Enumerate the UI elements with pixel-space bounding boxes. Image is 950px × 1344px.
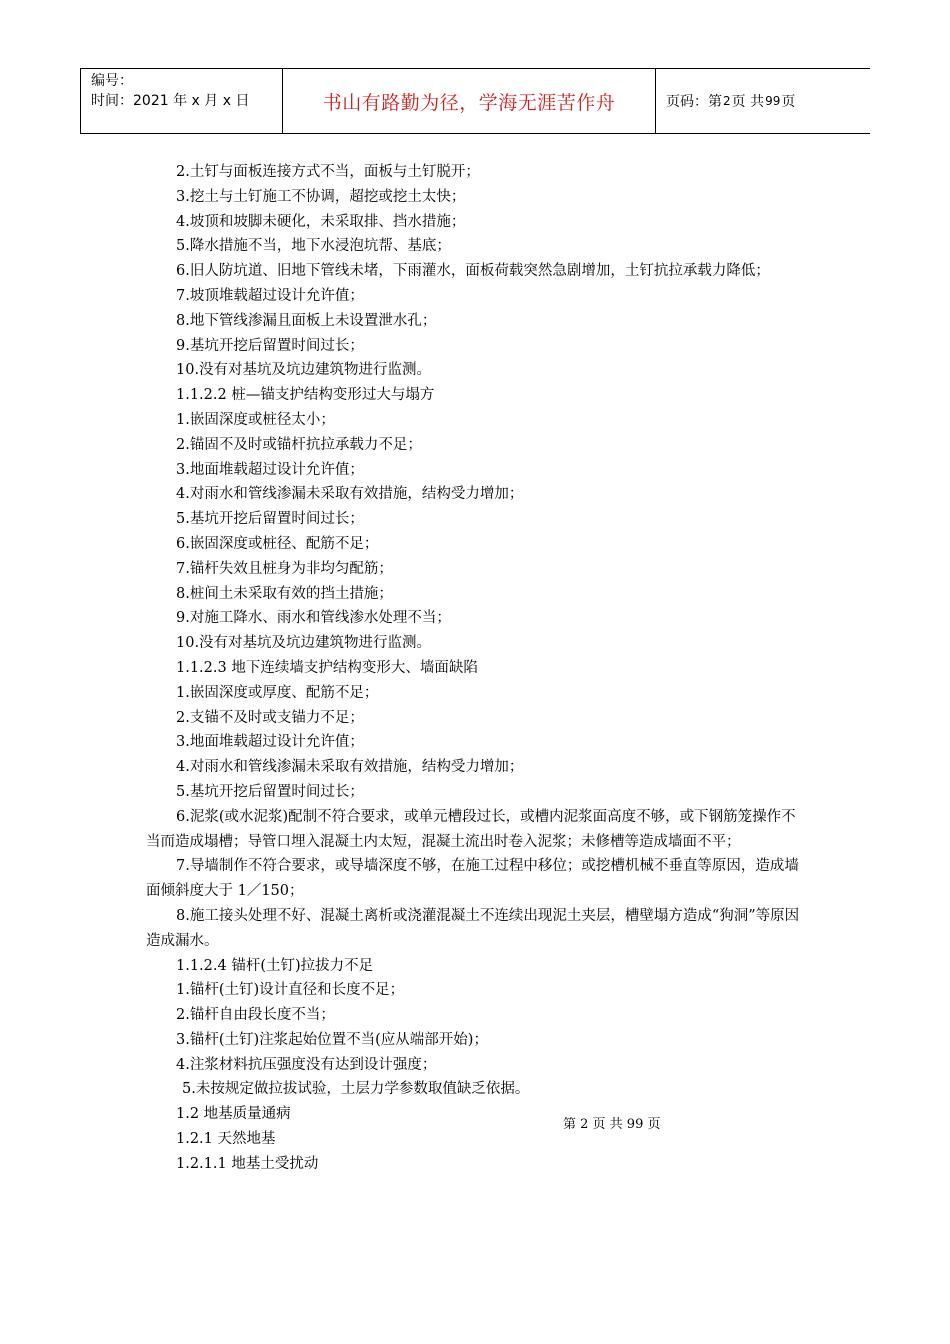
body-line: 9.对施工降水、雨水和管线渗水处理不当； [176, 610, 451, 627]
page-footer: 第 2 页 共 99 页 [563, 1117, 661, 1132]
section-heading: 1.2.1 天然地基 [176, 1131, 276, 1148]
body-line: 2.锚杆自由段长度不当； [176, 1007, 335, 1024]
page-mid: 页 共 [731, 94, 765, 110]
body-line: 4.对雨水和管线渗漏未采取有效措施，结构受力增加； [176, 759, 524, 776]
body-line: 4.坡顶和坡脚未硬化，未采取排、挡水措施； [176, 213, 466, 230]
header-page-info [656, 69, 870, 133]
page-total: 99 [765, 94, 781, 108]
body-line: 1.嵌固深度或厚度、配筋不足； [176, 684, 379, 701]
body-line: 5.基坑开挖后留置时间过长； [176, 783, 364, 800]
body-line: 5.降水措施不当，地下水浸泡坑帮、基底； [176, 238, 451, 255]
document-number-label: 编号： [91, 73, 133, 89]
section-heading: 1.2.1.1 地基土受扰动 [176, 1155, 319, 1172]
body-line: 7.坡顶堆载超过设计允许值； [176, 287, 364, 304]
body-line: 5.基坑开挖后留置时间过长； [176, 511, 364, 528]
body-line: 5.未按规定做拉拔试验，土层力学参数取值缺乏依据。 [182, 1081, 530, 1098]
body-line: 3.锚杆(土钉)注浆起始位置不当(应从端部开始)； [176, 1031, 488, 1048]
body-line: 8.桩间土未采取有效的挡土措施； [176, 585, 393, 602]
page-suffix: 页 [781, 94, 796, 110]
section-heading: 1.1.2.2 桩—锚支护结构变形过大与塌方 [176, 387, 435, 404]
body-line: 3.地面堆载超过设计允许值； [176, 734, 364, 751]
body-paragraph: 7.导墙制作不符合要求，或导墙深度不够，在施工过程中移位；或挖槽机械不垂直等原因，造成墙面倾斜度大于 1／150； [146, 858, 799, 900]
body-line: 2.支锚不及时或支锚力不足； [176, 709, 364, 726]
body-line: 1.嵌固深度或桩径太小； [176, 411, 335, 428]
page-header [80, 68, 870, 134]
body-line: 7.锚杆失效且桩身为非均匀配筋； [176, 560, 393, 577]
body-line: 2.土钉与面板连接方式不当，面板与土钉脱开； [176, 164, 480, 180]
body-paragraph: 8.施工接头处理不好、混凝土离析或浇灌混凝土不连续出现泥土夹层，槽壁塌方造成“狗洞”等原因造成漏水。 [146, 907, 800, 949]
body-paragraph: 6.旧人防坑道、旧地下管线未堵，下雨灌水，面板荷载突然急剧增加，土钉抗拉承载力降低； [176, 263, 770, 280]
document-date: 时间：2021 年 x 月 x 日 [91, 93, 250, 109]
body-line: 4.对雨水和管线渗漏未采取有效措施，结构受力增加； [176, 486, 524, 503]
body-line: 10.没有对基坑及坑边建筑物进行监测。 [176, 635, 432, 652]
page-current: 2 [723, 94, 731, 108]
page-prefix: 页码：第 [666, 94, 722, 110]
header-motto: 书山有路勤为径，学海无涯苦作舟 [283, 69, 656, 133]
section-heading: 1.1.2.3 地下连续墙支护结构变形大、墙面缺陷 [176, 659, 478, 676]
body-line: 10.没有对基坑及坑边建筑物进行监测。 [176, 362, 432, 379]
body-line: 4.注浆材料抗压强度没有达到设计强度； [176, 1056, 437, 1073]
body-line: 8.地下管线渗漏且面板上未设置泄水孔； [176, 312, 437, 329]
body-paragraph: 6.泥浆(或水泥浆)配制不符合要求，或单元槽段过长，或槽内泥浆面高度不够，或下钢筋笼操作不当而造成塌槽；导管口埋入混凝土内太短，混凝土流出时卷入泥浆；未修槽等造成墙面不平； [146, 808, 796, 850]
body-line: 6.嵌固深度或桩径、配筋不足； [176, 535, 379, 552]
body-line: 9.基坑开挖后留置时间过长； [176, 337, 364, 354]
document-body [146, 160, 808, 1177]
body-line: 2.锚固不及时或锚杆抗拉承载力不足； [176, 436, 422, 453]
section-heading: 1.2 地基质量通病 [176, 1106, 291, 1123]
body-line: 3.地面堆载超过设计允许值； [176, 461, 364, 478]
header-meta [81, 69, 283, 133]
body-line: 3.挖土与土钉施工不协调，超挖或挖土太快； [176, 188, 466, 205]
body-line: 1.锚杆(土钉)设计直径和长度不足； [176, 982, 405, 999]
section-heading: 1.1.2.4 锚杆(土钉)拉拔力不足 [176, 957, 374, 974]
